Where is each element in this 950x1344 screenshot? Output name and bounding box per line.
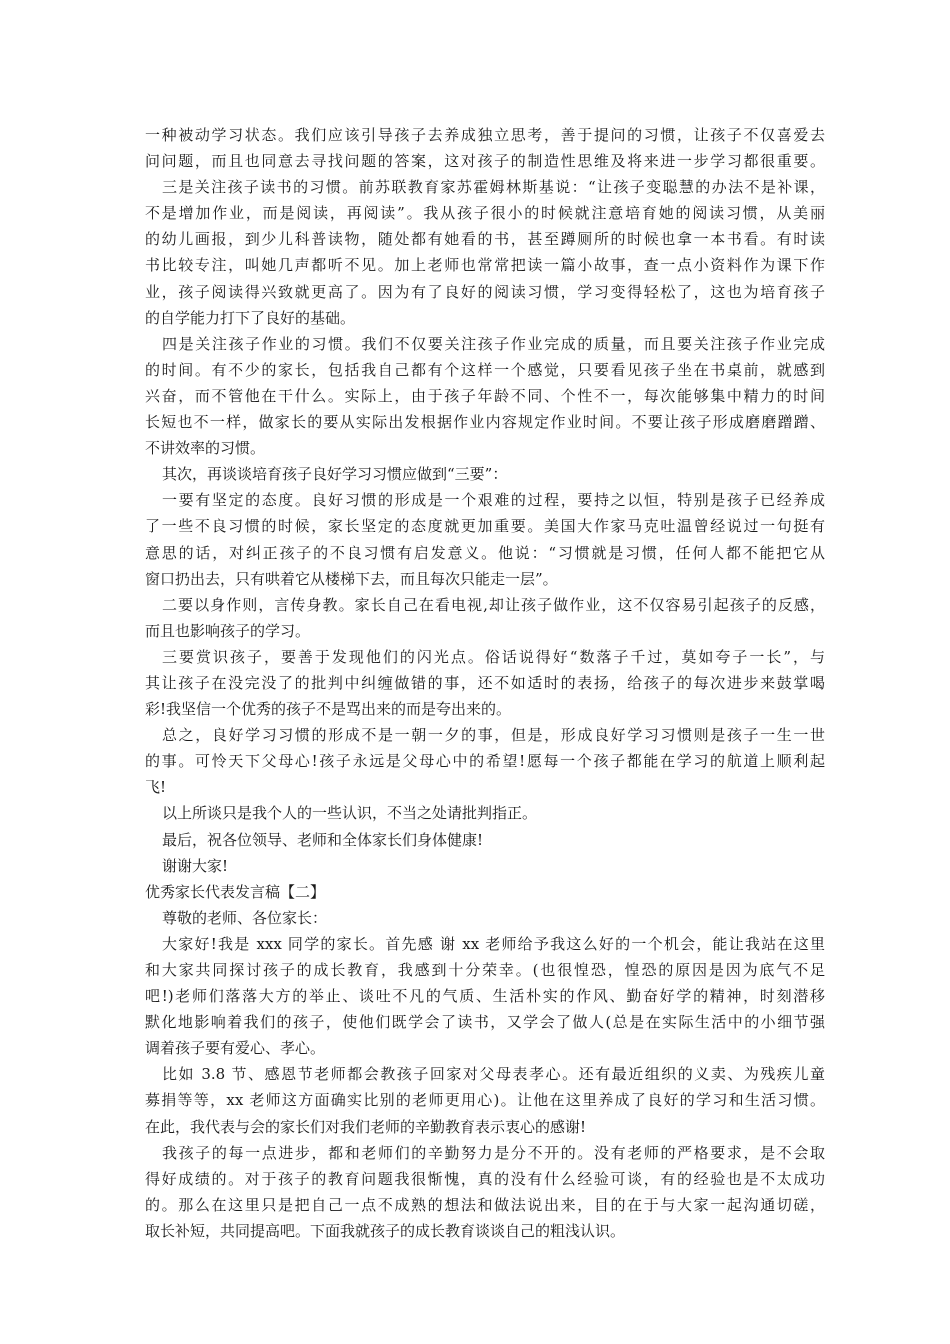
text-line: 最后，祝各位领导、老师和全体家长们身体健康! bbox=[162, 830, 484, 849]
text-line: 不讲效率的习惯。 bbox=[145, 439, 266, 458]
text-line: 的。那么在这里只是把自己一点不成熟的想法和做法说出来，目的在于与大家一起沟通切磋， bbox=[145, 1195, 825, 1214]
text-line: 三要赏识孩子，要善于发现他们的闪光点。俗话说得好“数落子千过，莫如夸子一长”，与 bbox=[162, 647, 825, 666]
text-line: 在此，我代表与会的家长们对我们老师的辛勤教育表示衷心的感谢! bbox=[145, 1117, 587, 1136]
text-line: 一种被动学习状态。我们应该引导孩子去养成独立思考，善于提问的习惯，让孩子不仅喜爱去 bbox=[145, 126, 825, 144]
text-line: 调着孩子要有爱心、孝心。 bbox=[145, 1039, 326, 1058]
document-body bbox=[145, 122, 825, 1244]
text-line: 我孩子的每一点进步，都和老师们的辛勤努力是分不开的。没有老师的严格要求，是不会取 bbox=[162, 1143, 825, 1162]
text-line: 彩!我坚信一个优秀的孩子不是骂出来的而是夸出来的。 bbox=[145, 700, 512, 719]
text-line: 得好成绩的。对于孩子的教育问题我很惭愧，真的没有什么经验可谈，有的经验也是不太成功 bbox=[145, 1169, 825, 1188]
text-line: 谢谢大家! bbox=[162, 856, 229, 875]
text-line: 三是关注孩子读书的习惯。前苏联教育家苏霍姆林斯基说：“让孩子变聪慧的办法不是补课， bbox=[162, 178, 825, 197]
text-line: 尊敬的老师、各位家长： bbox=[162, 908, 328, 927]
text-line: 四是关注孩子作业的习惯。我们不仅要关注孩子作业完成的质量，而且要关注孩子作业完成 bbox=[162, 334, 825, 353]
text-line: 比如 3.8 节、感恩节老师都会教孩子回家对父母表孝心。还有最近组织的义卖、为残疾儿童 bbox=[162, 1065, 825, 1084]
text-line: 而且也影响孩子的学习。 bbox=[145, 621, 311, 640]
text-line: 长短也不一样，做家长的要从实际出发根据作业内容规定作业时间。不要让孩子形成磨磨蹭蹭、 bbox=[145, 413, 825, 432]
text-line: 以上所谈只是我个人的一些认识，不当之处请批判指正。 bbox=[162, 804, 538, 823]
text-line: 不是增加作业，而是阅读，再阅读”。我从孩子很小的时候就注意培育她的阅读习惯，从美丽 bbox=[145, 204, 825, 223]
text-line: 和大家共同探讨孩子的成长教育，我感到十分荣幸。(也很惶恐，惶恐的原因是因为底气不足 bbox=[145, 961, 825, 979]
text-line: 募捐等等，xx 老师这方面确实比别的老师更用心)。让他在这里养成了良好的学习和生活习惯。 bbox=[145, 1091, 825, 1110]
section-heading: 优秀家长代表发言稿【二】 bbox=[145, 882, 326, 901]
text-line: 的时间。有不少的家长，包括我自己都有个这样一个感觉，只要看见孩子坐在书桌前，就感到 bbox=[145, 360, 825, 379]
text-line: 吧!)老师们落落大方的举止、谈吐不凡的气质、生活朴实的作风、勤奋好学的精神，时刻潜移 bbox=[145, 987, 825, 1006]
text-line: 业，孩子阅读得兴致就更高了。因为有了良好的阅读习惯，学习变得轻松了，这也为培育孩子 bbox=[145, 282, 825, 301]
text-line: 意思的话，对纠正孩子的不良习惯有启发意义。他说：“习惯就是习惯，任何人都不能把它从 bbox=[145, 543, 825, 562]
text-line: 了一些不良习惯的时候，家长坚定的态度就更加重要。美国大作家马克吐温曾经说过一句挺有 bbox=[145, 517, 825, 536]
text-line: 兴奋，而不管他在干什么。实际上，由于孩子年龄不同、个性不一，每次能够集中精力的时间 bbox=[145, 386, 825, 405]
text-line: 的事。可怜天下父母心!孩子永远是父母心中的希望!愿每一个孩子都能在学习的航道上顺利起 bbox=[145, 752, 825, 771]
text-line: 总之，良好学习习惯的形成不是一朝一夕的事，但是，形成良好学习习惯则是孩子一生一世 bbox=[162, 726, 825, 745]
text-line: 的幼儿画报，到少儿科普读物，随处都有她看的书，甚至蹲厕所的时候也拿一本书看。有时读 bbox=[145, 230, 825, 249]
text-line: 书比较专注，叫她几声都听不见。加上老师也常常把读一篇小故事，查一点小资料作为课下作 bbox=[145, 256, 825, 275]
text-line: 一要有坚定的态度。良好习惯的形成是一个艰难的过程，要持之以恒，特别是孩子已经养成 bbox=[162, 491, 825, 510]
text-line: 飞! bbox=[145, 778, 167, 797]
text-line: 取长补短，共同提高吧。下面我就孩子的成长教育谈谈自己的粗浅认识。 bbox=[145, 1221, 626, 1240]
text-line: 其次，再谈谈培育孩子良好学习习惯应做到“三要”： bbox=[162, 465, 508, 484]
text-line: 二要以身作则，言传身教。家长自己在看电视,却让孩子做作业，这不仅容易引起孩子的反感， bbox=[162, 595, 825, 614]
text-line: 的自学能力打下了良好的基础。 bbox=[145, 308, 356, 327]
text-line: 默化地影响着我们的孩子，使他们既学会了读书，又学会了做人(总是在实际生活中的小细节强 bbox=[145, 1013, 825, 1032]
text-line: 问问题，而且也同意去寻找问题的答案，这对孩子的制造性思维及将来进一步学习都很重要。 bbox=[145, 152, 825, 171]
text-line: 大家好!我是 xxx 同学的家长。首先感 谢 xx 老师给予我这么好的一个机会，能让我站在这里 bbox=[162, 934, 825, 953]
text-line: 窗口扔出去，只有哄着它从楼梯下去，而且每次只能走一层”。 bbox=[145, 569, 558, 588]
text-line: 其让孩子在没完没了的批判中纠缠做错的事，还不如适时的表扬，给孩子的每次进步来鼓掌喝 bbox=[145, 673, 825, 692]
